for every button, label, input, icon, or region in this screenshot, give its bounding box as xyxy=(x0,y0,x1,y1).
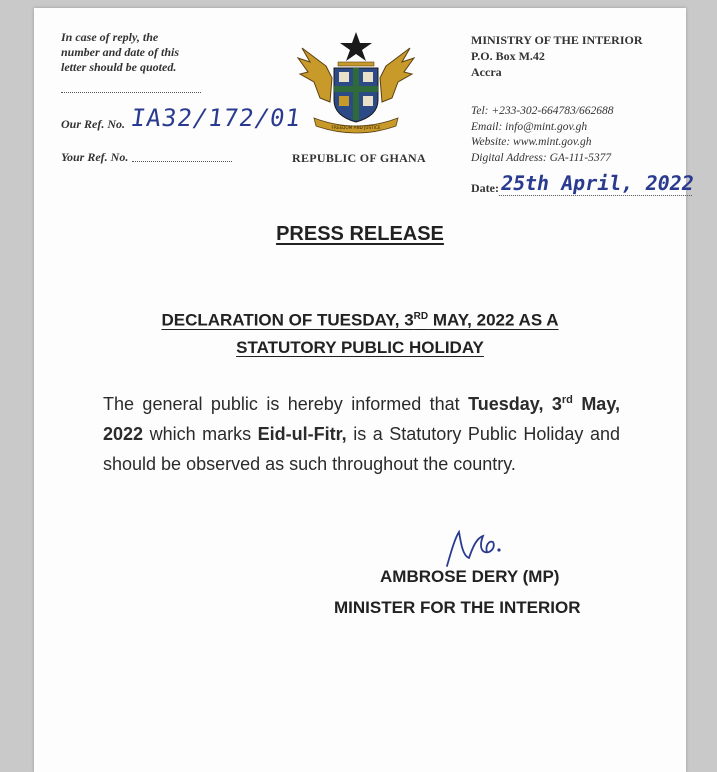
date-value: 25th April, 2022 xyxy=(498,171,696,195)
contact-line: Website: www.mint.gov.gh xyxy=(471,136,592,148)
ministry-line: MINISTRY OF THE INTERIOR xyxy=(471,33,643,47)
ministry-address xyxy=(471,32,643,80)
body-bold-event: Eid-ul-Fitr, xyxy=(257,424,347,444)
signatory-block xyxy=(334,561,614,623)
date-row xyxy=(471,171,694,196)
body-text: The general public is hereby informed that xyxy=(103,394,469,414)
reply-divider xyxy=(61,92,201,93)
ministry-line: Accra xyxy=(471,65,502,79)
release-title xyxy=(94,303,626,361)
our-ref-row xyxy=(61,104,301,132)
reply-note-line: letter should be quoted. xyxy=(61,60,177,74)
signatory-title: MINISTER FOR THE INTERIOR xyxy=(334,598,581,617)
press-release-heading xyxy=(34,223,686,246)
contact-line: Tel: +233-302-664783/662688 xyxy=(471,105,614,117)
ministry-contacts xyxy=(471,104,613,166)
release-body xyxy=(103,389,620,479)
body-bold-date: May, 2022 xyxy=(103,394,620,444)
republic-label: REPUBLIC OF GHANA xyxy=(292,151,426,165)
reply-note-line: number and date of this xyxy=(61,45,180,59)
your-ref-blank xyxy=(132,161,232,162)
our-ref-value: IA32/172/01 xyxy=(129,104,303,132)
reply-note-line: In case of reply, the xyxy=(61,30,159,44)
letter-page xyxy=(34,8,696,772)
title-text: DECLARATION OF TUESDAY, 3 xyxy=(161,310,414,330)
our-ref-label: Our Ref. No. xyxy=(61,117,126,131)
body-text: which marks xyxy=(143,424,258,444)
your-ref-label: Your Ref. No. xyxy=(61,150,129,164)
reply-note xyxy=(61,30,221,75)
press-release-label: PRESS RELEASE xyxy=(276,223,444,245)
body-bold-day: Tuesday, 3 xyxy=(468,394,562,414)
ministry-line: P.O. Box M.42 xyxy=(471,49,545,63)
contact-line: Email: info@mint.gov.gh xyxy=(471,120,588,133)
body-text: is a Statutory Public Holiday and should be observed as such throughout the country. xyxy=(103,424,620,474)
title-text: MAY, 2022 AS A xyxy=(428,310,559,330)
your-ref-row xyxy=(61,150,232,165)
coat-motto: FREEDOM AND JUSTICE xyxy=(331,125,381,130)
release-title-line-2: STATUTORY PUBLIC HOLIDAY xyxy=(236,337,484,357)
date-label: Date: xyxy=(471,181,499,195)
body-bold-sup: rd xyxy=(561,394,573,406)
ghana-coat-of-arms-icon xyxy=(296,28,416,138)
title-sup: RD xyxy=(413,311,429,322)
signatory-name: AMBROSE DERY (MP) xyxy=(380,567,560,586)
release-title-line-1 xyxy=(94,303,626,334)
contact-line: Digital Address: GA-111-5377 xyxy=(471,151,612,164)
